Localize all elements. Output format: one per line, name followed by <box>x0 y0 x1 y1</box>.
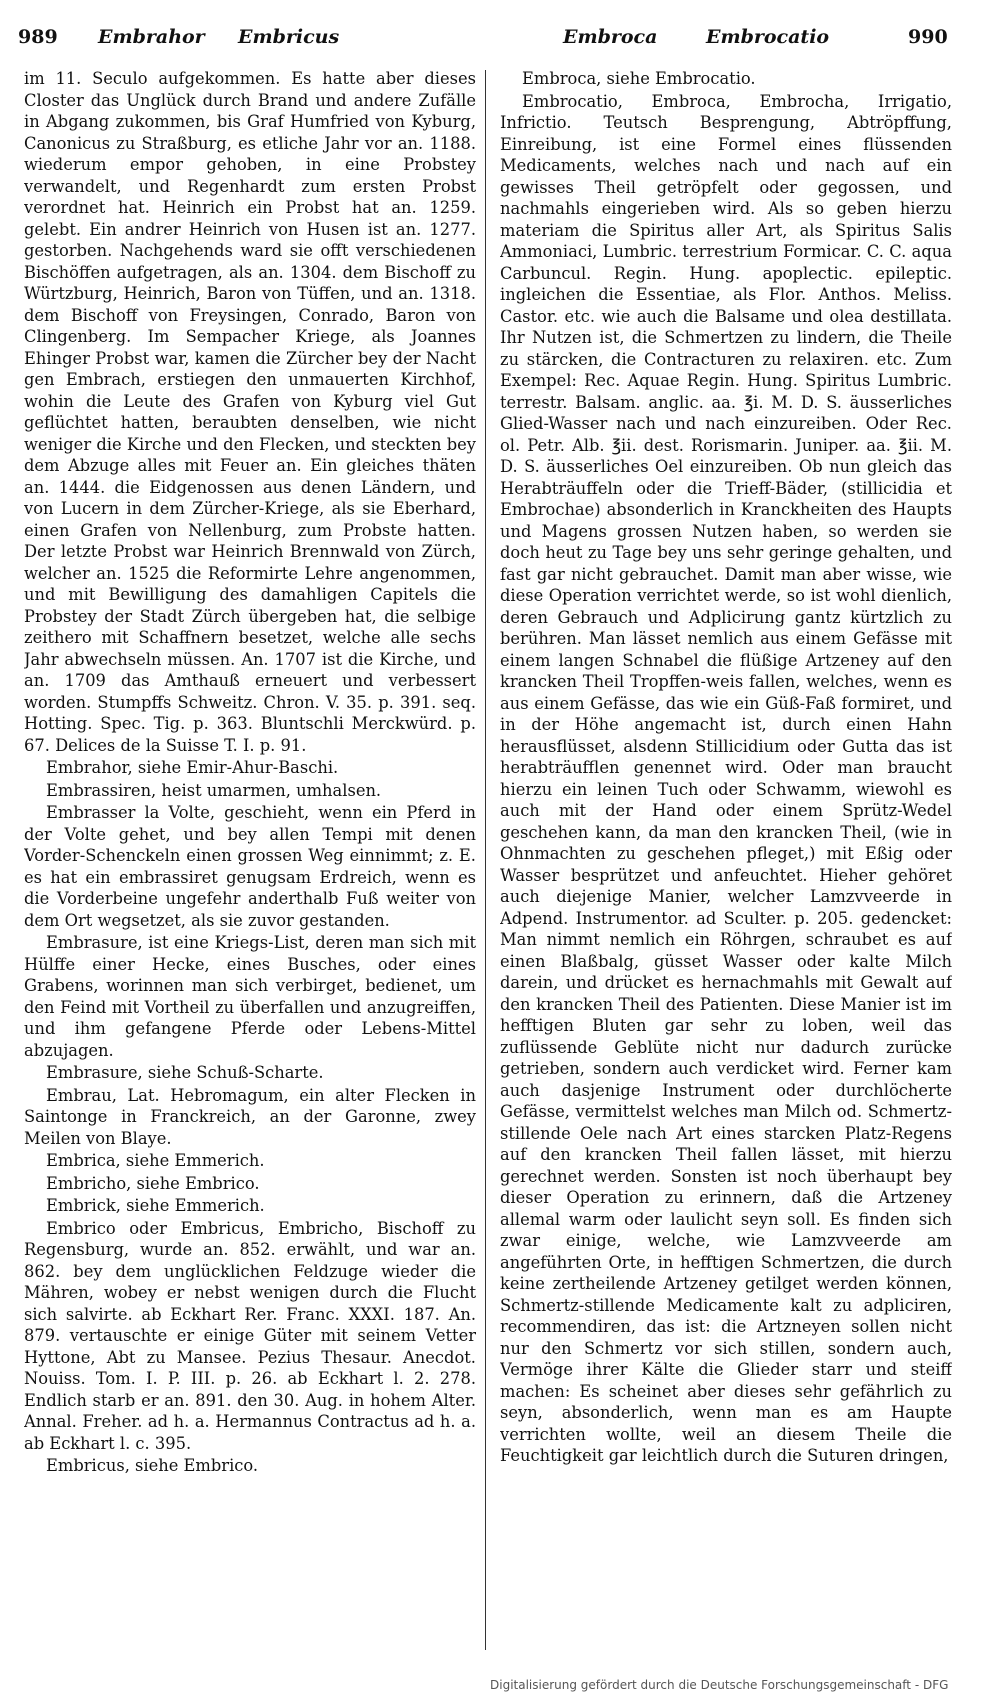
left-column <box>24 68 476 1653</box>
entry-paragraph: Embrasure, siehe Schuß-Scharte. <box>46 1063 324 1082</box>
digitization-credit: Digitalisierung gefördert durch die Deutsche Forschungsgemeinschaft - DFG <box>490 1678 949 1692</box>
entry-paragraph: Embrasure, ist eine Kriegs-List, deren man sich mit Hülffe einer Hecke, eines Busches, oder eines Grabens, worinnen man sich verbirget, bedienet, um den Feind mit Vortheil zu überfallen und anzugreiffen, und ihm gefangene Pferde oder Lebens-Mittel abzujagen. <box>24 933 476 1060</box>
page-header <box>18 18 978 60</box>
right-page-number: 990 <box>908 26 948 48</box>
entry-paragraph: Embrick, siehe Emmerich. <box>46 1196 265 1215</box>
entry-paragraph: Embricho, siehe Embrico. <box>46 1173 260 1193</box>
left-catchword-last: Embricus <box>238 26 340 48</box>
right-catchword-first: Embroca <box>563 26 658 48</box>
right-column <box>500 68 952 1653</box>
entry-paragraph: Embrahor, siehe Emir-Ahur-Baschi. <box>46 758 339 777</box>
entry-paragraph: Embricus, siehe Embrico. <box>46 1456 259 1475</box>
entry-paragraph: Embrasser la Volte, geschieht, wenn ein Pferd in der Volte gehet, und bey allen Tempi mit denen Vorder-Schenckeln einen grossen Weg einnimmt; z. E. es hat ein embrassiret genugsam Erdreich, wenn es die Vorderbeine ungefehr anderthalb Fuß weiter von dem Ort wegsetzet, als sie zuvor gestanden. <box>24 803 476 930</box>
left-page-number: 989 <box>18 26 58 48</box>
entry-paragraph: Embrico oder Embricus, Embricho, Bischoff zu Regensburg, wurde an. 852. erwählt, und war an. 862. bey dem unglücklichen Feldzuge wieder die Mähren, wobey er nebst wenigen durch die Flucht sich salvirte. ab Eckhart Rer. Franc. XXXI. 187. An. 879. vertauschte er einige Güter mit seinem Vetter Hyttone, Abt zu Mansee. Pezius Thesaur. Anecdot. Nouiss. Tom. I. P. III. p. 26. ab Eckhart l. 2. 278. Endlich starb er an. 891. den 30. Aug. in hohem Alter. Annal. Freher. ad h. a. Hermannus Contractus ad h. a. ab Eckhart l. c. 395. <box>24 1218 476 1453</box>
entry-paragraph: Embrocatio, Embroca, Embrocha, Irrigatio, Infrictio. Teutsch Besprengung, Abtröpffung, Einreibung, ist eine Formel eines flüssenden Medicaments, welches nach und nach auf ein gewisses Theil getröpfelt oder gegossen, und nachmahls eingerieben wird. Als so geben hierzu materiam die Spiritus aller Art, als Spiritus Salis Ammoniaci, Lumbric. terrestrium Formicar. C. C. aqua Carbuncul. Regin. Hung. apoplectic. epileptic. ingleichen die Essentiae, als Flor. Anthos. Meliss. Castor. etc. wie auch die Balsame und olea destillata. Ihr Nutzen ist, die Schmertzen zu lindern, die Theile zu stärcken, die Contracturen zu relaxiren. etc. Zum Exempel: Rec. Aquae Regin. Hung. Spiritus Lumbric. terrestr. Balsam. anglic. aa. ℥i. M. D. S. äusserliches Glied-Wasser nach und nach einzureiben. Oder Rec. ol. Petr. Alb. ℥ii. dest. Rorismarin. Juniper. aa. ℥ii. M. D. S. äusserliches Oel einzureiben. Ob nun gleich das Herabträuffeln oder die Trieff-Bäder, (stillicidia et Embrochae) absonderlich in Kranckheiten des Haupts und Magens grossen Nutzen haben, so werden sie doch heut zu Tage bey uns sehr geringe gehalten, und fast gar nicht gebrauchet. Damit man aber wisse, wie diese Operation verrichtet werde, so ist wohl dienlich, deren Gebrauch und Adplicirung gantz kürtzlich zu berühren. Man lässet nemlich aus einem Gefässe mit einem langen Schnabel die flüßige Artzeney auf den krancken Theil Tropffen-weis fallen, welches, wenn es aus einem Gefässe, das wie ein Güß-Faß formiret, und in der Höhe angemacht ist, durch einen Hahn herausflüsset, alsdenn Stillicidium oder Gutta das ist herabträufflen genennet wird. Oder man braucht hierzu ein leinen Tuch oder Schwamm, wiewohl es auch mit der Hand oder einem Sprütz-Wedel geschehen kann, da man den krancken Theil, (wie in Ohnmachten zu geschehen pfleget,) mit Eßig oder Wasser besprützet und anfeuchtet. Hieher gehöret auch diejenige Manier, welcher Lamzvveerde in Adpend. Instrumentor. ad Sculter. p. 205. gedencket: Man nimmt nemlich ein Röhrgen, schraubet es auf einen Blaßbalg, güsset Wasser oder kalte Milch darein, und drücket es hernachmahls mit Gewalt auf den krancken Theil des Patienten. Diese Manier ist im hefftigen Bluten gar sehr zu loben, weil das zuflüssende Geblüte nicht nur dadurch zurücke getrieben, sondern auch verdicket wird. Ferner kam auch dasjenige Instrument oder durchlöcherte Gefässe, vermittelst welches man Milch od. Schmertz-stillende Oele nach Art eines starcken Platz-Regens auf den krancken Theil fallen lässet, mit hierzu gerechnet werden. Sonsten ist noch überhaupt bey dieser Operation zu erinnern, daß die Artzeney allemal warm oder laulicht seyn soll. Es finden sich zwar einige, welche, wie Lamzvveerde am angeführten Orte, in hefftigen Schmertzen, die durch keine zertheilende Artzeney getilget werden können, Schmertz-stillende Medicamente kalt zu adpliciren, recommendiren, das ist: die Artzneyen sollen nicht nur den Schmertz vor sich stillen, sondern auch, Vermöge ihrer Kälte die Glieder starr und steiff machen: Es scheinet aber dieses sehr gefährlich zu seyn, absonderlich, wenn man es am Haupte verrichten wollte, weil an diesem Theile die Feuchtigkeit gar leichtlich durch die Suturen dringen, <box>500 91 952 1465</box>
right-catchword-last: Embrocatio <box>706 26 830 48</box>
entry-paragraph: Embrassiren, heist umarmen, umhalsen. <box>46 780 382 800</box>
column-divider <box>485 70 486 1650</box>
left-catchword-first: Embrahor <box>98 26 205 48</box>
entry-paragraph: Embrau, Lat. Hebromagum, ein alter Flecken in Saintonge in Franckreich, an der Garonne, zwey Meilen von Blaye. <box>24 1085 476 1148</box>
entry-paragraph: Embrica, siehe Emmerich. <box>46 1151 265 1170</box>
entry-paragraph: im 11. Seculo aufgekommen. Es hatte aber dieses Closter das Unglück durch Brand und andere Zufälle in Abgang zukommen, bis Graf Humfried von Kyburg, Canonicus zu Straßburg, es etliche Jahr vor an. 1188. wiederum empor gehoben, in eine Probstey verwandelt, und Regenhardt zum ersten Probst verordnet hat. Heinrich ein Probst hat an. 1259. gelebt. Ein andrer Heinrich von Husen ist an. 1277. gestorben. Nachgehends ward sie offt verschiedenen Bischöffen aufgetragen, als an. 1304. dem Bischoff zu Würtzburg, Heinrich, Baron von Tüffen, und an. 1318. dem Bischoff von Freysingen, Conrado, Baron von Clingenberg. Im Sempacher Kriege, als Joannes Ehinger Probst war, kamen die Zürcher bey der Nacht gen Embrach, erstiegen den unmauerten Kirchhof, wohin die Leute des Grafen von Kyburg viel Gut geflüchtet hatten, beraubten denselben, wie nicht weniger die Kirche und den Flecken, und steckten bey dem Abzuge alles mit Feuer an. Ein gleiches thäten an. 1444. die Eidgenossen aus denen Ländern, und von Lucern in dem Zürcher-Kriege, als sie Eberhard, einen Grafen von Nellenburg, zum Probste hatten. Der letzte Probst war Heinrich Brennwald von Zürch, welcher an. 1525 die Reformirte Lehre angenommen, und mit Bewilligung des damahligen Capitels die Probstey der Stadt Zürch übergeben hat, die selbige zeithero mit Schaffnern besetzet, welche alle sechs Jahr abwechseln müssen. An. 1707 ist die Kirche, und an. 1709 das Amthauß erneuert und verbessert worden. Stumpffs Schweitz. Chron. V. 35. p. 391. seq. Hotting. Spec. Tig. p. 363. Bluntschli Merckwürd. p. 67. Delices de la Suisse T. I. p. 91. <box>24 69 476 755</box>
entry-paragraph: Embroca, siehe Embrocatio. <box>522 69 756 88</box>
